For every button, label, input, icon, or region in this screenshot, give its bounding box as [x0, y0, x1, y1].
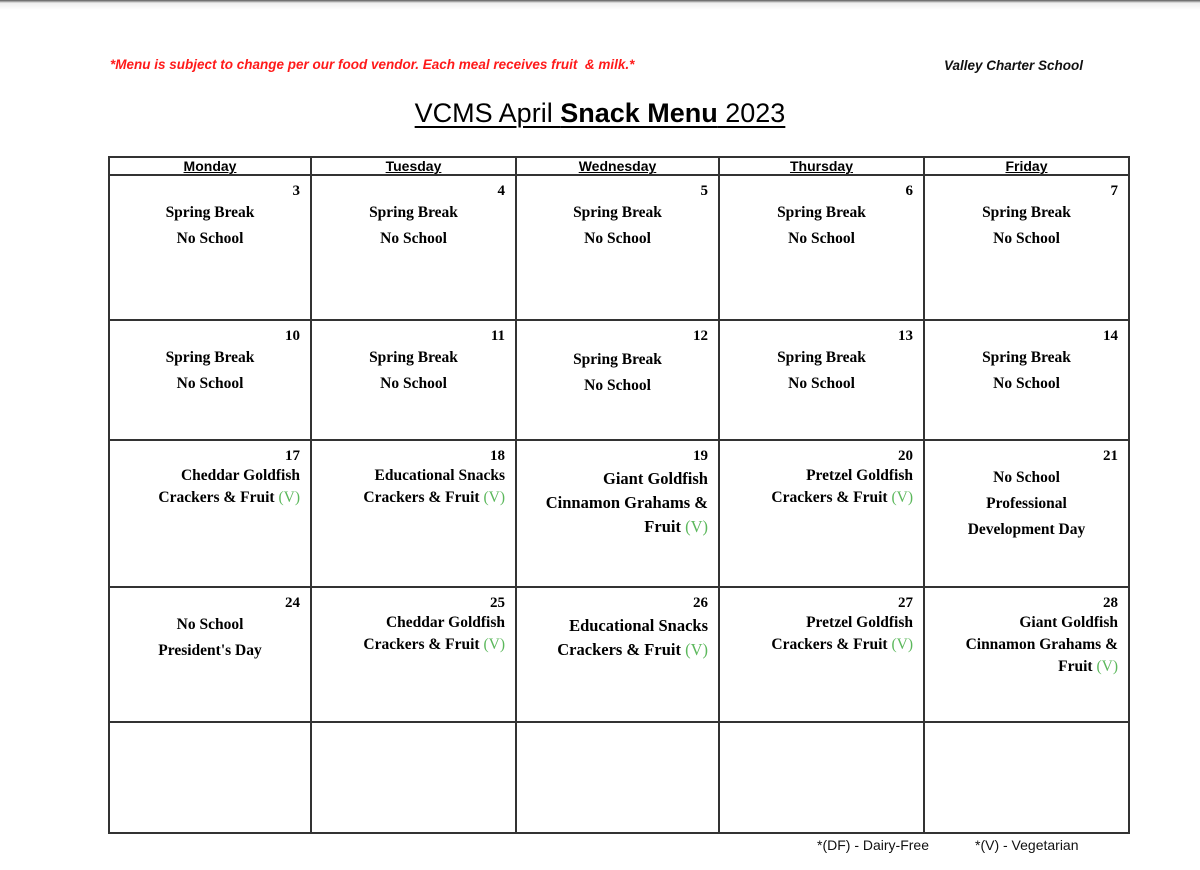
weekday-header: Thursday	[719, 157, 924, 175]
line-text: No School	[380, 375, 447, 392]
line-text: Cinnamon Grahams &	[965, 636, 1118, 653]
line-text: President's Day	[158, 642, 262, 659]
text-line	[322, 345, 505, 371]
text-line	[120, 200, 300, 226]
line-text: No School	[176, 230, 244, 247]
day-number: 13	[898, 328, 913, 344]
day-note	[925, 200, 1128, 252]
text-line	[322, 371, 505, 397]
line-text: Cinnamon Grahams &	[545, 493, 708, 512]
calendar-day-cell	[924, 587, 1129, 722]
day-number	[517, 723, 718, 729]
line-text: Development Day	[967, 521, 1086, 538]
text-line	[935, 491, 1118, 517]
text-line	[730, 465, 913, 487]
line-text: Spring Break	[369, 204, 458, 221]
line-text: Crackers & Fruit	[363, 636, 480, 653]
day-note	[925, 345, 1128, 397]
day-number: 3	[292, 183, 300, 199]
title-prefix: VCMS April	[414, 98, 561, 128]
calendar-week-row	[109, 722, 1129, 833]
line-text: Giant Goldfish	[1019, 614, 1118, 631]
calendar-day-cell	[109, 320, 311, 440]
text-line	[730, 226, 913, 252]
vegetarian-tag: (V)	[685, 517, 708, 536]
line-text: Spring Break	[369, 349, 458, 366]
calendar-day-cell	[924, 440, 1129, 587]
day-number: 12	[693, 328, 708, 344]
vegetarian-tag: (V)	[278, 489, 300, 506]
calendar-day-cell	[109, 175, 311, 320]
calendar-week-row	[109, 587, 1129, 722]
line-text: Crackers & Fruit	[363, 489, 480, 506]
weekday-header: Tuesday	[311, 157, 516, 175]
snack-description	[925, 612, 1128, 678]
snack-description	[110, 465, 310, 509]
line-text: No School	[993, 375, 1060, 392]
day-note	[312, 345, 515, 397]
day-number: 20	[898, 448, 913, 464]
text-line	[935, 345, 1118, 371]
text-line	[527, 638, 708, 662]
line-text: Pretzel Goldfish	[806, 614, 913, 631]
line-text: Cheddar Goldfish	[180, 467, 300, 484]
line-text: No School	[584, 377, 651, 394]
text-line	[935, 226, 1118, 252]
day-number: 18	[490, 448, 505, 464]
line-text: Spring Break	[165, 349, 255, 366]
text-line	[120, 371, 300, 397]
text-line	[322, 634, 505, 656]
snack-description	[312, 465, 515, 509]
day-number: 25	[490, 595, 505, 611]
vegetarian-tag: (V)	[483, 636, 505, 653]
line-text: Fruit	[644, 517, 681, 536]
day-number: 4	[497, 183, 505, 199]
calendar-week-row	[109, 440, 1129, 587]
day-number: 11	[490, 328, 505, 344]
day-number	[720, 723, 923, 729]
text-line	[527, 491, 708, 515]
text-line	[527, 467, 708, 491]
line-text: No School	[176, 616, 244, 633]
text-line	[120, 638, 300, 664]
snack-menu-calendar	[108, 156, 1130, 834]
line-text: Crackers & Fruit	[158, 489, 275, 506]
text-line	[730, 612, 913, 634]
line-text: No School	[584, 230, 651, 247]
line-text: No School	[993, 469, 1060, 486]
calendar-day-cell	[109, 587, 311, 722]
line-text: Cheddar Goldfish	[385, 614, 505, 631]
text-line	[730, 487, 913, 509]
line-text: Educational Snacks	[374, 467, 505, 484]
calendar-day-cell	[109, 722, 311, 833]
day-note	[110, 200, 310, 252]
calendar-week-row	[109, 320, 1129, 440]
line-text: No School	[380, 230, 447, 247]
text-line	[527, 515, 708, 539]
text-line	[322, 200, 505, 226]
calendar-day-cell	[719, 175, 924, 320]
day-note	[312, 200, 515, 252]
text-line	[935, 517, 1118, 543]
line-text: Spring Break	[573, 204, 662, 221]
day-number: 28	[1103, 595, 1118, 611]
text-line	[935, 200, 1118, 226]
text-line	[120, 465, 300, 487]
day-note	[720, 200, 923, 252]
day-number: 6	[905, 183, 913, 199]
text-line	[527, 200, 708, 226]
title-bold: Snack Menu	[560, 98, 718, 128]
text-line	[935, 656, 1118, 678]
text-line	[730, 371, 913, 397]
line-text: Spring Break	[982, 204, 1071, 221]
text-line	[120, 487, 300, 509]
day-note	[110, 345, 310, 397]
line-text: Spring Break	[982, 349, 1071, 366]
calendar-day-cell	[516, 320, 719, 440]
calendar-week-row	[109, 175, 1129, 320]
line-text: Crackers & Fruit	[557, 640, 681, 659]
day-note	[925, 465, 1128, 543]
day-number: 26	[693, 595, 708, 611]
calendar-day-cell	[924, 320, 1129, 440]
line-text: No School	[993, 230, 1060, 247]
snack-description	[720, 612, 923, 656]
day-note	[720, 345, 923, 397]
text-line	[935, 634, 1118, 656]
text-line	[935, 465, 1118, 491]
calendar-day-cell	[516, 175, 719, 320]
legend-vegetarian: *(V) - Vegetarian	[975, 837, 1079, 853]
weekday-header: Friday	[924, 157, 1129, 175]
day-note	[517, 345, 718, 399]
text-line	[730, 200, 913, 226]
weekday-header: Wednesday	[516, 157, 719, 175]
vegetarian-tag: (V)	[1096, 658, 1118, 675]
line-text: No School	[176, 375, 244, 392]
day-number	[312, 723, 515, 729]
line-text: Professional	[986, 495, 1067, 512]
calendar-day-cell	[516, 587, 719, 722]
text-line	[730, 634, 913, 656]
day-number: 17	[285, 448, 300, 464]
day-number: 21	[1103, 448, 1118, 464]
text-line	[730, 345, 913, 371]
snack-description	[720, 465, 923, 509]
text-line	[527, 373, 708, 399]
text-line	[935, 612, 1118, 634]
vegetarian-tag: (V)	[891, 489, 913, 506]
line-text: Spring Break	[573, 351, 662, 368]
line-text: Fruit	[1058, 658, 1093, 675]
snack-description	[517, 612, 718, 662]
text-line	[322, 226, 505, 252]
school-name: Valley Charter School	[944, 58, 1084, 73]
calendar-day-cell	[311, 175, 516, 320]
day-number: 27	[898, 595, 913, 611]
calendar-day-cell	[719, 722, 924, 833]
day-number: 5	[700, 183, 708, 199]
calendar-day-cell	[924, 722, 1129, 833]
line-text: Giant Goldfish	[603, 469, 708, 488]
day-number: 19	[693, 448, 708, 464]
day-number: 10	[285, 328, 300, 344]
text-line	[120, 612, 300, 638]
text-line	[527, 347, 708, 373]
calendar-day-cell	[719, 320, 924, 440]
calendar-day-cell	[311, 587, 516, 722]
line-text: No School	[788, 230, 855, 247]
line-text: Educational Snacks	[569, 616, 708, 635]
page-title	[0, 98, 1200, 129]
line-text: No School	[788, 375, 855, 392]
calendar-day-cell	[311, 320, 516, 440]
day-note	[517, 200, 718, 252]
day-number	[925, 723, 1128, 729]
weekday-header-row	[109, 157, 1129, 175]
calendar-day-cell	[311, 440, 516, 587]
text-line	[322, 465, 505, 487]
day-number: 14	[1103, 328, 1118, 344]
text-line	[120, 226, 300, 252]
line-text: Spring Break	[777, 349, 866, 366]
line-text: Pretzel Goldfish	[806, 467, 913, 484]
day-number	[110, 723, 310, 729]
menu-change-notice: *Menu is subject to change per our food vendor. Each meal receives fruit & milk.*	[110, 57, 635, 72]
day-number: 24	[285, 595, 300, 611]
line-text: Spring Break	[165, 204, 255, 221]
line-text: Spring Break	[777, 204, 866, 221]
snack-description	[517, 465, 718, 539]
line-text: Crackers & Fruit	[771, 636, 888, 653]
day-number: 7	[1110, 183, 1118, 199]
text-line	[322, 612, 505, 634]
vegetarian-tag: (V)	[483, 489, 505, 506]
snack-description	[312, 612, 515, 656]
title-suffix: 2023	[717, 98, 786, 128]
vegetarian-tag: (V)	[685, 640, 708, 659]
text-line	[527, 226, 708, 252]
calendar-day-cell	[109, 440, 311, 587]
text-line	[322, 487, 505, 509]
line-text: Crackers & Fruit	[771, 489, 888, 506]
viewer-top-edge	[0, 0, 1200, 10]
legend-dairy-free: *(DF) - Dairy-Free	[817, 837, 929, 853]
calendar-day-cell	[924, 175, 1129, 320]
calendar-day-cell	[516, 440, 719, 587]
text-line	[935, 371, 1118, 397]
day-note	[110, 612, 310, 664]
weekday-header: Monday	[109, 157, 311, 175]
calendar-day-cell	[719, 440, 924, 587]
text-line	[527, 614, 708, 638]
calendar-day-cell	[719, 587, 924, 722]
text-line	[120, 345, 300, 371]
calendar-day-cell	[311, 722, 516, 833]
calendar-day-cell	[516, 722, 719, 833]
vegetarian-tag: (V)	[891, 636, 913, 653]
